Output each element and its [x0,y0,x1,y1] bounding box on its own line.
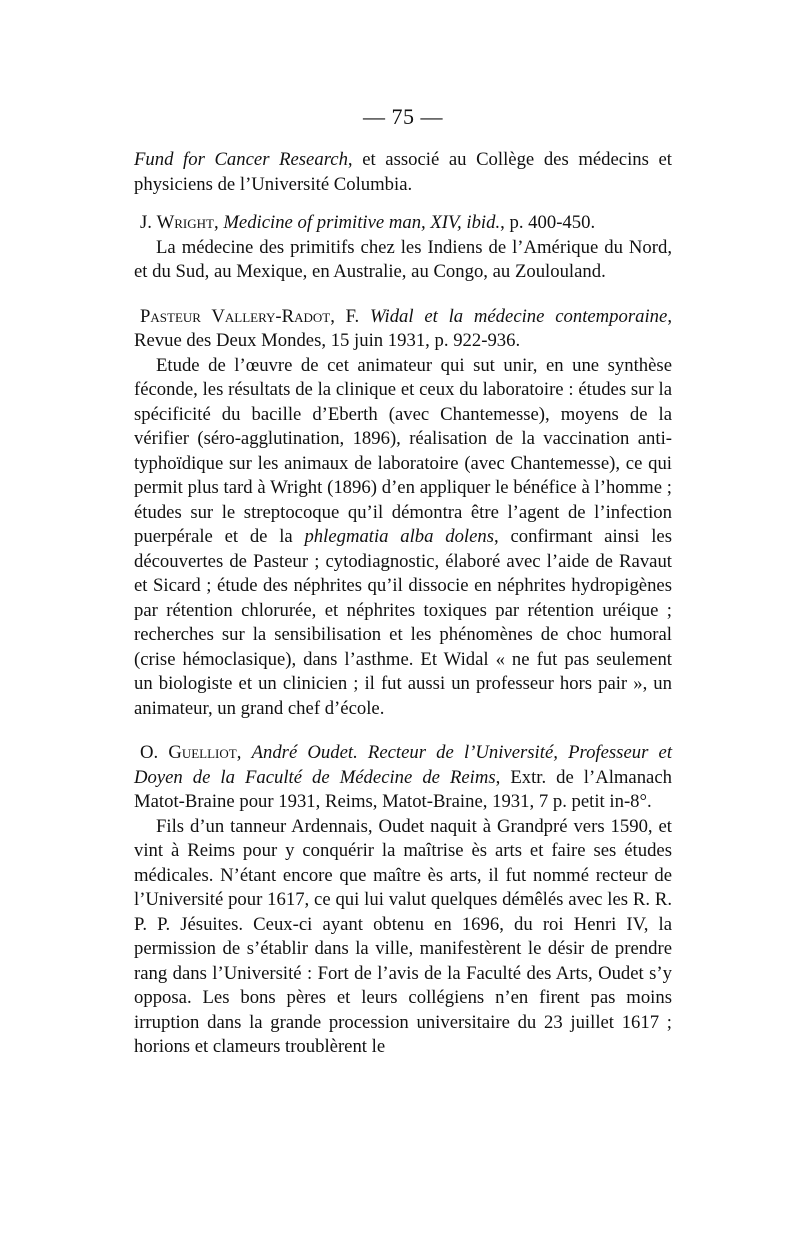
paragraph-widal [134,354,672,722]
body-text: , confirmant ainsi les découvertes de Pasteur ; cytodiagnostic, élaboré avec l’aide de Ravaut et Sicard ; étude des néphrites qu’il dissocie en néphrites hydropigènes par rétention chlorurée, et néphrites toxiques par rétention uréique ; recherches sur la sensibilisation et les phénomènes de choc humoral (crise hémoclasique), dans l’asthme. Et Widal « ne fut pas seulement un biologiste et un clinicien ; il fut aussi un professeur hors pair », un animateur, un grand chef d’école. [134,526,672,719]
work-title: André Oudet. Recteur de l’Université, Professeur et Doyen de la Faculté de Médecine de Reims [134,742,673,788]
reference-details: , Extr. de l’Almanach Matot-Braine pour 1931, Reims, Matot-Braine, 1931, 7 p. petit in-8°. [134,766,672,812]
paragraph-medecine-primitifs: La médecine des primitifs chez les Indiens de l’Amérique du Nord, et du Sud, au Mexique, en Australie, au Congo, au Zoulouland. [134,236,672,282]
author-name: Pasteur Vallery-Radot [140,305,331,327]
page [134,104,672,1060]
author-initial: J. [140,212,157,233]
reference-wright [134,211,672,236]
reference-details: , Revue des Deux Mondes, 15 juin 1931, p. 922-936. [134,305,672,351]
author-initial: O. [140,742,169,763]
author-name: Wright [156,212,214,233]
author-name: Guelliot [168,742,237,763]
work-title: Medicine of primitive man, XIV, ibid. [223,212,501,233]
separator: , [213,212,224,233]
body-text: , et associé au Collège des médecins et physiciens de l’Université Columbia. [134,149,672,195]
author-initial: , F. [330,305,370,327]
paragraph-oudet: Fils d’un tanneur Ardennais, Oudet naquit à Grandpré vers 1590, et vint à Reims pour y conquérir la maîtrise ès arts et faire ses études médicales. N’étant encore que maître ès arts, il fut nommé recteur de l’Université pour 1617, ce qui lui valut quelques démêlés avec les R. R. P. P. Jésuites. Ceux-ci ayant obtenu en 1696, du roi Henri IV, la permission de s’établir dans la ville, manifestèrent le désir de prendre rang dans l’Université : Fort de l’avis de la Faculté des Arts, Oudet s’y opposa. Les bons pères et leurs collégiens n’en firent pas moins irruption dans la grande procession universitaire du 23 juillet 1617 ; horions et clameurs troublèrent le [134,815,672,1057]
separator: , [236,742,252,763]
reference-guelliot [134,741,672,815]
italic-text: phlegmatia alba dolens [304,526,495,547]
reference-pasteur-vallery-radot [134,305,672,354]
body-text: Etude de l’œuvre de cet animateur qui sut unir, en une synthèse féconde, les résultats de la clinique et ceux du laboratoire : études sur la spécificité du bacille d’Eberth (avec Chantemesse), moyens de la vérifier (séro-agglutination, 1896), réalisation de la vaccination anti-typhoïdique sur les animaux de laboratoire (avec Chantemesse), ce qui permit plus tard à Wright (1896) d’en appliquer le bénéfice à l’homme ; études sur le streptocoque qu’il démontra être l’agent de l’infection puerpérale et de la [134,354,672,547]
paragraph-fund-for-cancer-research [134,148,672,197]
italic-text: Fund for Cancer Research [134,149,348,170]
work-title: Widal et la médecine contemporaine [369,305,668,327]
page-number: — 75 — [363,104,443,129]
reference-details: , p. 400-450. [500,212,596,233]
